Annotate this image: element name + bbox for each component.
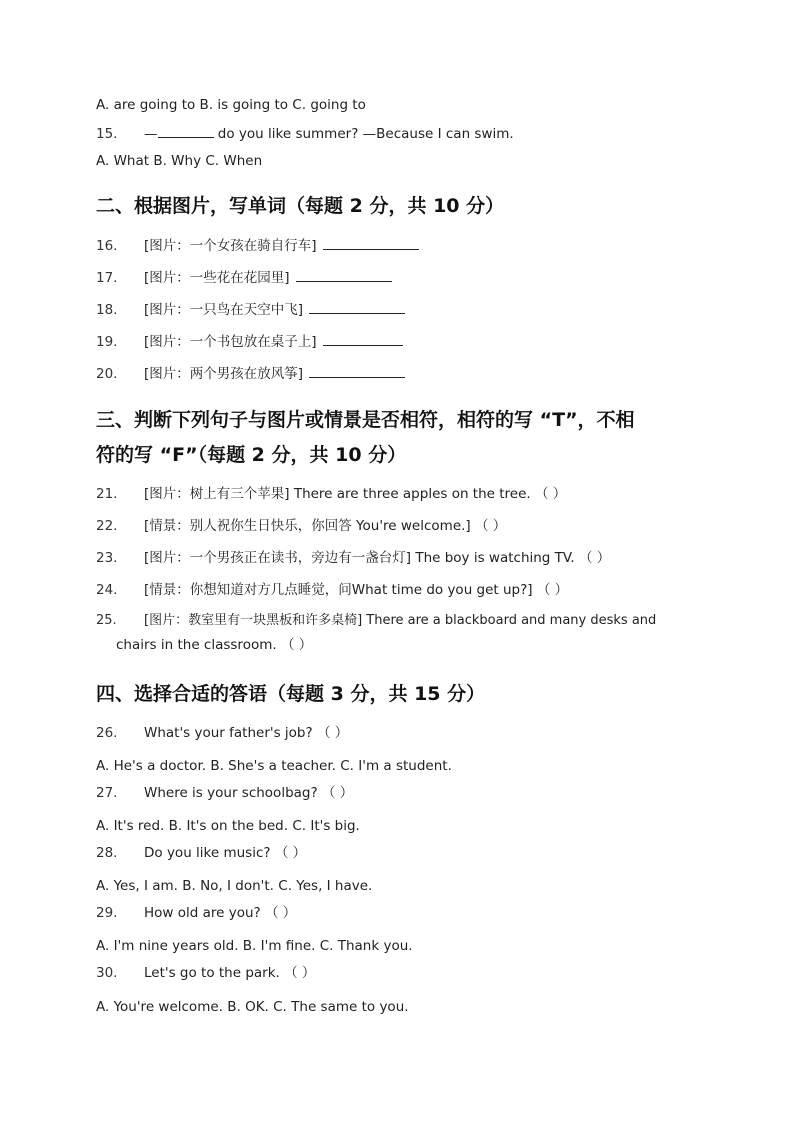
question-27 xyxy=(96,784,353,802)
question-text: [情景：你想知道对方几点睡觉，问What time do you get up?] （ ） xyxy=(144,582,569,598)
question-text: How old are you? （ ） xyxy=(144,905,297,921)
question-number: 21. xyxy=(96,486,118,502)
question-number: 27. xyxy=(96,785,118,801)
question-text: [图片：两个男孩在放风筝] xyxy=(144,366,304,382)
question-number: 18. xyxy=(96,302,118,318)
question-15 xyxy=(96,124,514,143)
section-4-heading: 四、选择合适的答语（每题 3 分，共 15 分） xyxy=(96,683,486,705)
q30-options: A. You're welcome. B. OK. C. The same to you. xyxy=(96,999,409,1015)
question-text: Let's go to the park. （ ） xyxy=(144,965,316,981)
question-text: Where is your schoolbag? （ ） xyxy=(144,785,354,801)
question-number: 15. xyxy=(96,126,118,142)
answer-blank[interactable] xyxy=(309,299,405,314)
question-number: 30. xyxy=(96,965,118,981)
question-text: What's your father's job? （ ） xyxy=(144,725,349,741)
question-text: [图片：教室里有一块黑板和许多桌椅] There are a blackboard and many desks and xyxy=(144,613,657,628)
question-17 xyxy=(96,267,392,287)
question-23 xyxy=(96,549,610,567)
q26-options: A. He's a doctor. B. She's a teacher. C. I'm a student. xyxy=(96,758,452,774)
question-text: [图片：一些花在花园里] xyxy=(144,270,290,286)
question-16 xyxy=(96,235,419,255)
q15-prefix: — xyxy=(144,126,158,142)
question-text: [图片：一只鸟在天空中飞] xyxy=(144,302,304,318)
question-20 xyxy=(96,363,405,383)
question-21 xyxy=(96,485,566,503)
answer-blank[interactable] xyxy=(323,235,419,250)
question-number: 22. xyxy=(96,518,118,534)
question-26 xyxy=(96,724,348,742)
question-18 xyxy=(96,299,405,319)
question-25-continuation: chairs in the classroom. （ ） xyxy=(116,637,313,653)
section-3-heading-line2: 符的写 “F”（每题 2 分，共 10 分） xyxy=(96,444,407,466)
q27-options: A. It's red. B. It's on the bed. C. It's big. xyxy=(96,818,360,834)
question-number: 28. xyxy=(96,845,118,861)
question-30 xyxy=(96,964,315,982)
answer-blank[interactable] xyxy=(323,331,403,346)
question-text: [图片：一个书包放在桌子上] xyxy=(144,334,317,350)
question-number: 23. xyxy=(96,550,118,566)
question-number: 25. xyxy=(96,613,117,628)
question-number: 26. xyxy=(96,725,118,741)
answer-blank[interactable] xyxy=(158,124,214,138)
answer-blank[interactable] xyxy=(296,267,392,282)
question-number: 20. xyxy=(96,366,118,382)
q14-options: A. are going to B. is going to C. going to xyxy=(96,97,366,113)
section-3-heading-line1: 三、判断下列句子与图片或情景是否相符，相符的写 “T”，不相 xyxy=(96,409,635,431)
question-text: [图片：一个女孩在骑自行车] xyxy=(144,238,317,254)
question-text: [情景：别人祝你生日快乐，你回答 You're welcome.] （ ） xyxy=(144,518,507,534)
q15-suffix: do you like summer? —Because I can swim. xyxy=(213,126,514,142)
question-19 xyxy=(96,331,403,351)
question-number: 17. xyxy=(96,270,118,286)
q15-options: A. What B. Why C. When xyxy=(96,153,263,169)
q28-options: A. Yes, I am. B. No, I don't. C. Yes, I have. xyxy=(96,878,373,894)
q29-options: A. I'm nine years old. B. I'm fine. C. Thank you. xyxy=(96,938,413,954)
question-text: [图片：一个男孩正在读书，旁边有一盏台灯] The boy is watching TV. （ ） xyxy=(144,550,611,566)
question-number: 16. xyxy=(96,238,118,254)
question-24 xyxy=(96,581,568,599)
question-text: [图片：树上有三个苹果] There are three apples on the tree. （ ） xyxy=(144,486,567,502)
question-28 xyxy=(96,844,306,862)
question-22 xyxy=(96,517,506,535)
question-number: 19. xyxy=(96,334,118,350)
question-number: 29. xyxy=(96,905,118,921)
question-25 xyxy=(96,612,656,630)
question-text: Do you like music? （ ） xyxy=(144,845,307,861)
section-2-heading: 二、根据图片，写单词（每题 2 分，共 10 分） xyxy=(96,195,505,217)
question-29 xyxy=(96,904,296,922)
answer-blank[interactable] xyxy=(309,363,405,378)
question-number: 24. xyxy=(96,582,118,598)
